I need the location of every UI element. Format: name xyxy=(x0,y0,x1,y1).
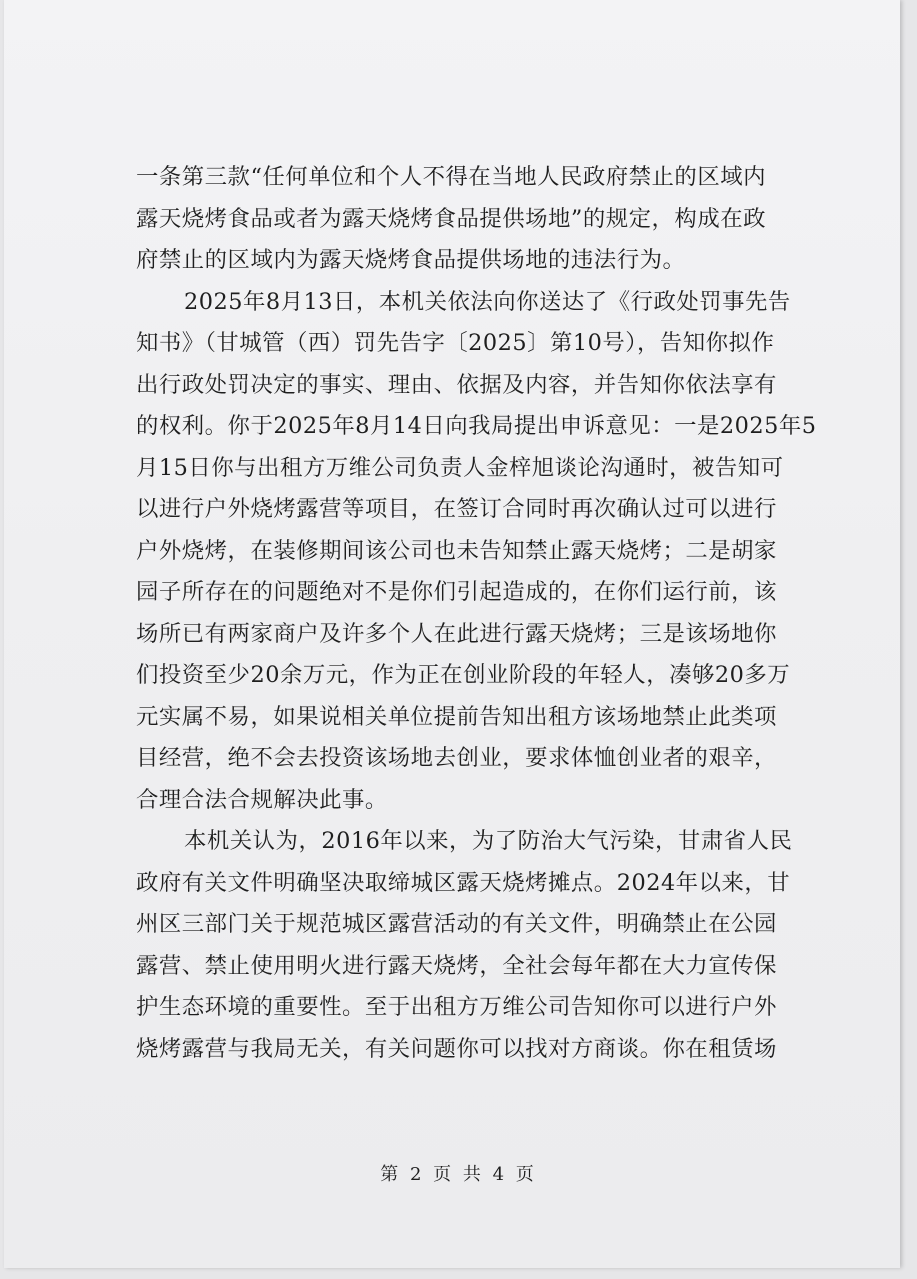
text-line: 合理合法合规解决此事。 xyxy=(136,786,388,813)
text-line: 的权利。你于2025年8月14日向我局提出申诉意见：一是2025年5 xyxy=(136,413,817,439)
text-line: 州区三部门关于规范城区露营活动的有关文件，明确禁止在公园 xyxy=(136,911,777,937)
text-line: 出行政处罚决定的事实、理由、依据及内容，并告知你依法享有 xyxy=(136,371,777,398)
page-number-footer: 第 2 页 共 4 页 xyxy=(380,1164,537,1185)
text-line: 烧烤露营与我局无关，有关问题你可以找对方商谈。你在租赁场 xyxy=(136,1035,777,1062)
text-line: 知书》（甘城管（西）罚先告字〔2025〕第10号），告知你拟作 xyxy=(136,330,775,356)
text-line: 2025年8月13日，本机关依法向你送达了《行政处罚事先告 xyxy=(184,288,791,315)
text-line: 本机关认为，2016年以来，为了防治大气污染，甘肃省人民 xyxy=(184,828,793,854)
text-line: 露天烧烤食品或者为露天烧烤食品提供场地”的规定，构成在政 xyxy=(136,205,766,232)
text-line: 露营、禁止使用明火进行露天烧烤，全社会每年都在大力宣传保 xyxy=(136,952,777,979)
text-line: 目经营，绝不会去投资该场地去创业，要求体恤创业者的艰辛， xyxy=(136,745,777,771)
text-line: 护生态环境的重要性。至于出租方万维公司告知你可以进行户外 xyxy=(136,994,777,1020)
text-line: 政府有关文件明确坚决取缔城区露天烧烤摊点。2024年以来，甘 xyxy=(136,869,791,896)
text-line: 们投资至少20余万元，作为正在创业阶段的年轻人，凑够20多万 xyxy=(136,662,791,688)
text-line: 一条第三款“任何单位和个人不得在当地人民政府禁止的区域内 xyxy=(136,164,766,190)
text-line: 园子所存在的问题绝对不是你们引起造成的，在你们运行前，该 xyxy=(136,579,777,605)
text-line: 户外烧烤，在装修期间该公司也未告知禁止露天烧烤；二是胡家 xyxy=(136,537,777,564)
text-line: 元实属不易，如果说相关单位提前告知出租方该场地禁止此类项 xyxy=(136,703,777,730)
document-body xyxy=(136,157,826,1070)
text-line: 场所已有两家商户及许多个人在此进行露天烧烤；三是该场地你 xyxy=(136,620,777,647)
text-line: 府禁止的区域内为露天烧烤食品提供场地的违法行为。 xyxy=(136,247,686,273)
text-line: 月15日你与出租方万维公司负责人金梓旭谈论沟通时，被告知可 xyxy=(136,454,784,481)
document-page xyxy=(4,0,900,1268)
text-line: 以进行户外烧烤露营等项目，在签订合同时再次确认过可以进行 xyxy=(136,496,777,522)
